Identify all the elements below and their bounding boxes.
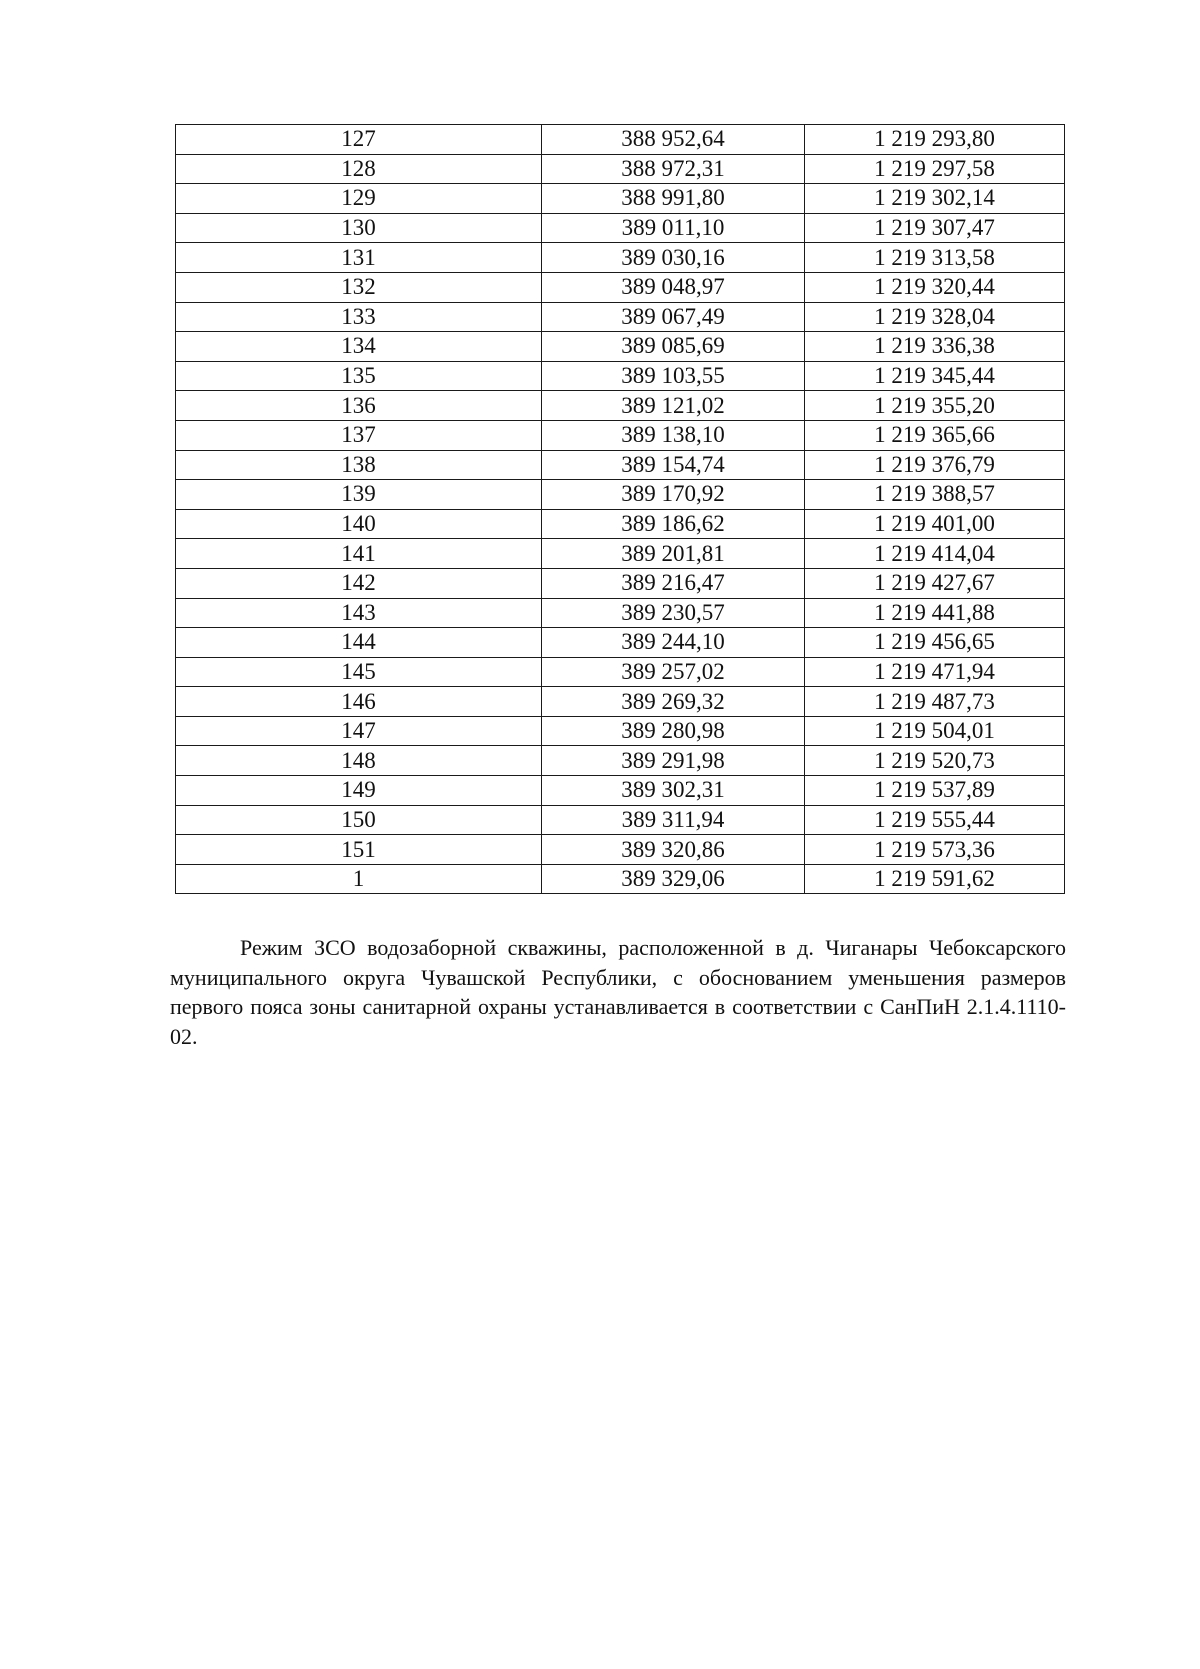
x-coordinate-cell: 389 257,02 <box>542 657 805 687</box>
x-coordinate-cell: 389 311,94 <box>542 805 805 835</box>
y-coordinate-cell: 1 219 336,38 <box>805 332 1065 362</box>
y-coordinate-cell: 1 219 313,58 <box>805 243 1065 273</box>
point-number-cell: 135 <box>176 361 542 391</box>
table-row <box>176 746 1065 776</box>
point-number-cell: 133 <box>176 302 542 332</box>
point-number-cell: 132 <box>176 272 542 302</box>
table-row <box>176 835 1065 865</box>
y-coordinate-cell: 1 219 520,73 <box>805 746 1065 776</box>
coordinates-table-body <box>176 125 1065 894</box>
x-coordinate-cell: 389 201,81 <box>542 539 805 569</box>
point-number-cell: 131 <box>176 243 542 273</box>
x-coordinate-cell: 389 121,02 <box>542 391 805 421</box>
y-coordinate-cell: 1 219 573,36 <box>805 835 1065 865</box>
x-coordinate-cell: 389 048,97 <box>542 272 805 302</box>
table-row <box>176 568 1065 598</box>
y-coordinate-cell: 1 219 487,73 <box>805 687 1065 717</box>
table-row <box>176 716 1065 746</box>
table-row <box>176 776 1065 806</box>
x-coordinate-cell: 389 170,92 <box>542 480 805 510</box>
y-coordinate-cell: 1 219 401,00 <box>805 509 1065 539</box>
x-coordinate-cell: 389 138,10 <box>542 420 805 450</box>
x-coordinate-cell: 389 085,69 <box>542 332 805 362</box>
table-row <box>176 332 1065 362</box>
x-coordinate-cell: 389 280,98 <box>542 716 805 746</box>
point-number-cell: 140 <box>176 509 542 539</box>
point-number-cell: 151 <box>176 835 542 865</box>
point-number-cell: 145 <box>176 657 542 687</box>
table-row <box>176 243 1065 273</box>
table-row <box>176 154 1065 184</box>
x-coordinate-cell: 389 269,32 <box>542 687 805 717</box>
point-number-cell: 129 <box>176 184 542 214</box>
y-coordinate-cell: 1 219 293,80 <box>805 125 1065 155</box>
y-coordinate-cell: 1 219 471,94 <box>805 657 1065 687</box>
x-coordinate-cell: 389 103,55 <box>542 361 805 391</box>
table-row <box>176 805 1065 835</box>
point-number-cell: 1 <box>176 864 542 894</box>
x-coordinate-cell: 389 329,06 <box>542 864 805 894</box>
x-coordinate-cell: 389 302,31 <box>542 776 805 806</box>
table-row <box>176 420 1065 450</box>
point-number-cell: 128 <box>176 154 542 184</box>
point-number-cell: 143 <box>176 598 542 628</box>
point-number-cell: 139 <box>176 480 542 510</box>
point-number-cell: 142 <box>176 568 542 598</box>
y-coordinate-cell: 1 219 441,88 <box>805 598 1065 628</box>
point-number-cell: 150 <box>176 805 542 835</box>
x-coordinate-cell: 389 067,49 <box>542 302 805 332</box>
x-coordinate-cell: 389 320,86 <box>542 835 805 865</box>
point-number-cell: 127 <box>176 125 542 155</box>
table-row <box>176 213 1065 243</box>
y-coordinate-cell: 1 219 328,04 <box>805 302 1065 332</box>
y-coordinate-cell: 1 219 355,20 <box>805 391 1065 421</box>
point-number-cell: 147 <box>176 716 542 746</box>
x-coordinate-cell: 389 154,74 <box>542 450 805 480</box>
y-coordinate-cell: 1 219 414,04 <box>805 539 1065 569</box>
y-coordinate-cell: 1 219 591,62 <box>805 864 1065 894</box>
y-coordinate-cell: 1 219 504,01 <box>805 716 1065 746</box>
table-row <box>176 628 1065 658</box>
point-number-cell: 138 <box>176 450 542 480</box>
x-coordinate-cell: 389 291,98 <box>542 746 805 776</box>
x-coordinate-cell: 389 230,57 <box>542 598 805 628</box>
table-row <box>176 361 1065 391</box>
table-row <box>176 450 1065 480</box>
y-coordinate-cell: 1 219 302,14 <box>805 184 1065 214</box>
y-coordinate-cell: 1 219 537,89 <box>805 776 1065 806</box>
point-number-cell: 144 <box>176 628 542 658</box>
table-row <box>176 391 1065 421</box>
point-number-cell: 146 <box>176 687 542 717</box>
y-coordinate-cell: 1 219 376,79 <box>805 450 1065 480</box>
y-coordinate-cell: 1 219 320,44 <box>805 272 1065 302</box>
point-number-cell: 130 <box>176 213 542 243</box>
x-coordinate-cell: 389 011,10 <box>542 213 805 243</box>
y-coordinate-cell: 1 219 365,66 <box>805 420 1065 450</box>
table-row <box>176 272 1065 302</box>
point-number-cell: 148 <box>176 746 542 776</box>
coordinates-table <box>175 124 1065 894</box>
x-coordinate-cell: 389 186,62 <box>542 509 805 539</box>
x-coordinate-cell: 388 991,80 <box>542 184 805 214</box>
y-coordinate-cell: 1 219 427,67 <box>805 568 1065 598</box>
table-row <box>176 184 1065 214</box>
point-number-cell: 149 <box>176 776 542 806</box>
y-coordinate-cell: 1 219 555,44 <box>805 805 1065 835</box>
table-row <box>176 539 1065 569</box>
table-row <box>176 657 1065 687</box>
x-coordinate-cell: 389 244,10 <box>542 628 805 658</box>
table-row <box>176 302 1065 332</box>
x-coordinate-cell: 388 952,64 <box>542 125 805 155</box>
y-coordinate-cell: 1 219 345,44 <box>805 361 1065 391</box>
y-coordinate-cell: 1 219 297,58 <box>805 154 1065 184</box>
table-row <box>176 125 1065 155</box>
regime-paragraph: Режим ЗСО водозаборной скважины, расположенной в д. Чиганары Чебоксарского муниципального округа Чувашской Республики, с обоснованием уменьшения размеров первого пояса зоны санитарной охраны устанавливается в соответствии с СанПиН 2.1.4.1110-02. <box>170 935 1066 1049</box>
table-row <box>176 864 1065 894</box>
table-row <box>176 509 1065 539</box>
point-number-cell: 137 <box>176 420 542 450</box>
point-number-cell: 134 <box>176 332 542 362</box>
table-row <box>176 687 1065 717</box>
x-coordinate-cell: 388 972,31 <box>542 154 805 184</box>
y-coordinate-cell: 1 219 388,57 <box>805 480 1065 510</box>
table-row <box>176 480 1065 510</box>
x-coordinate-cell: 389 030,16 <box>542 243 805 273</box>
table-row <box>176 598 1065 628</box>
y-coordinate-cell: 1 219 307,47 <box>805 213 1065 243</box>
point-number-cell: 141 <box>176 539 542 569</box>
point-number-cell: 136 <box>176 391 542 421</box>
x-coordinate-cell: 389 216,47 <box>542 568 805 598</box>
y-coordinate-cell: 1 219 456,65 <box>805 628 1065 658</box>
